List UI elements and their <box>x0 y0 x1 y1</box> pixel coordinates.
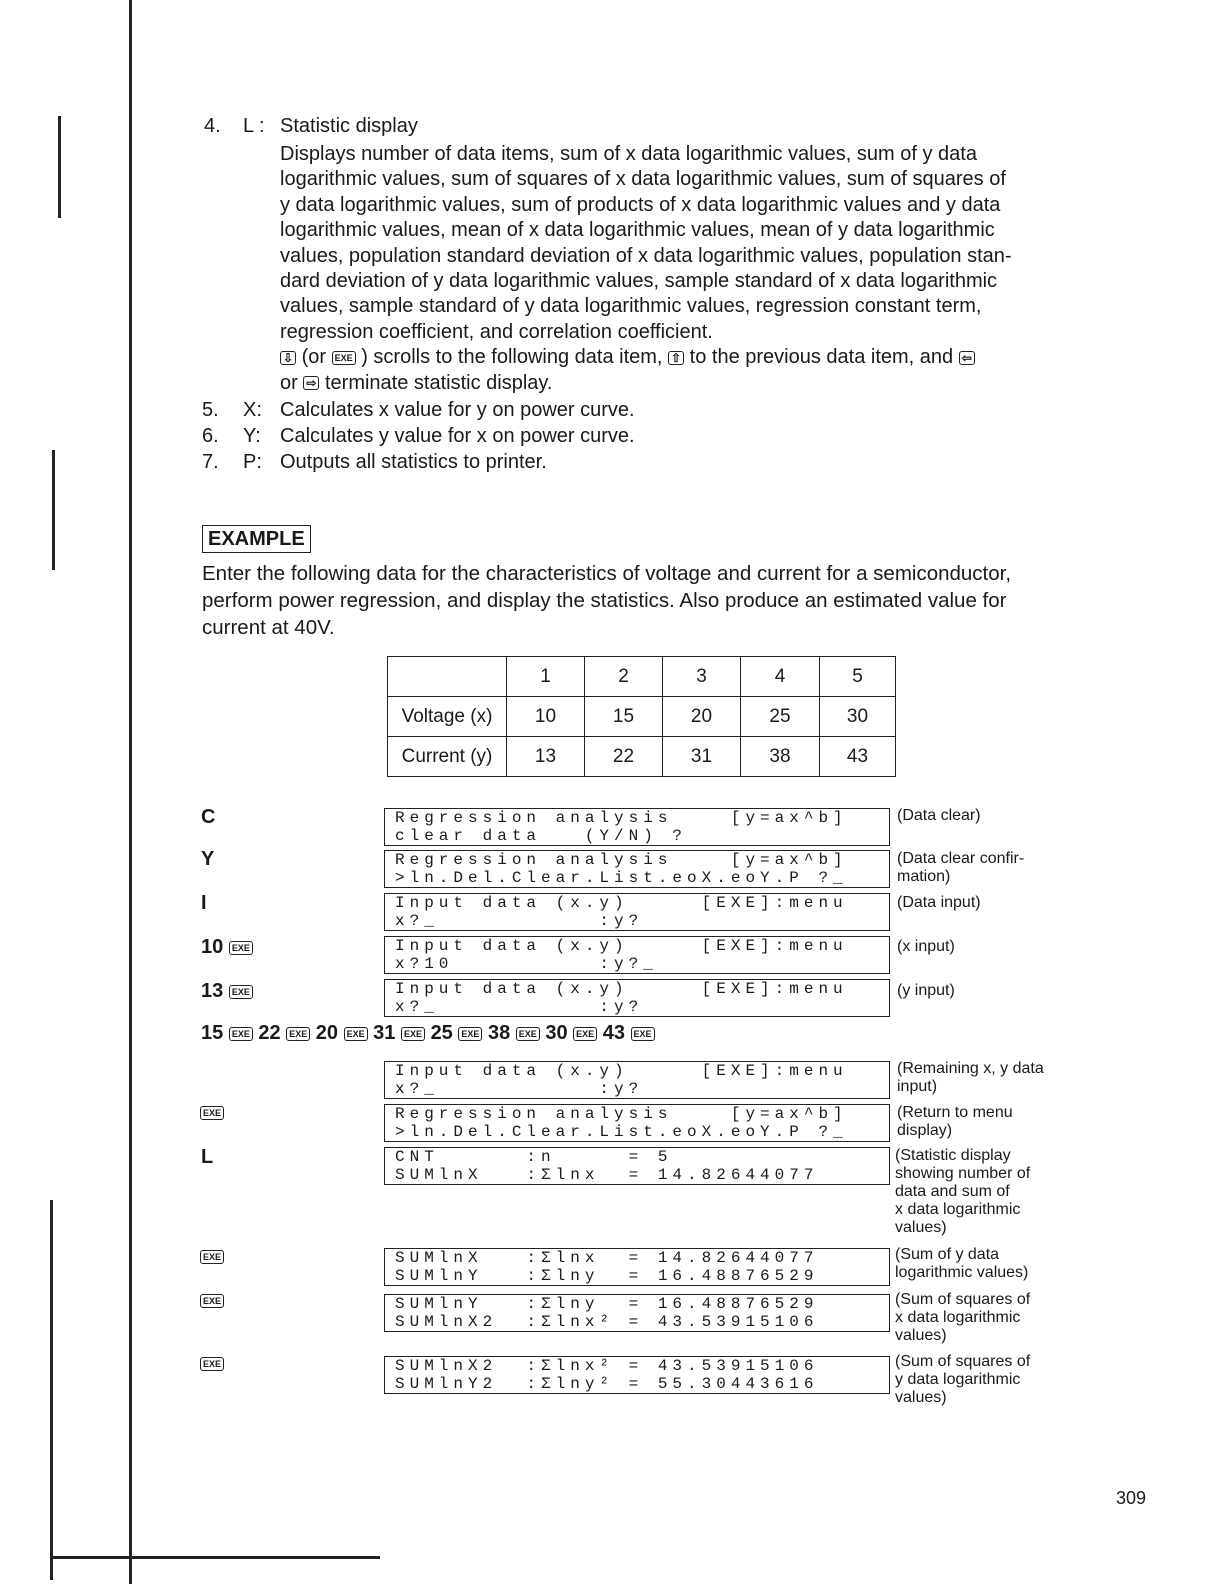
item-6-key: Y: <box>243 425 261 447</box>
exe-key-icon: EXE <box>344 1027 368 1041</box>
exe-key-icon: EXE <box>229 1027 253 1041</box>
exe-key-icon: EXE <box>200 1357 224 1371</box>
exe-key-icon: EXE <box>200 1294 224 1308</box>
binding-mark <box>52 450 55 570</box>
lcd-display: Input data (x.y) [EXE]:menu x?_ :y? <box>384 979 890 1017</box>
item-7-number: 7. <box>202 451 219 473</box>
binding-mark-2 <box>50 1200 53 1580</box>
desc-line: logarithmic values, sum of squares of x data logarithmic values, sum of squares of <box>280 168 1006 191</box>
binding-bracket <box>58 116 61 218</box>
step-key-exe <box>200 1292 224 1310</box>
exe-key-icon: EXE <box>229 941 253 955</box>
down-arrow-key-icon: ⇩ <box>280 351 296 365</box>
desc-line: values, sample standard of y data logarithmic values, regression constant term, <box>280 295 982 318</box>
item-4-number: 4. <box>204 115 221 137</box>
exe-key-icon: EXE <box>516 1027 540 1041</box>
left-arrow-key-icon: ⇦ <box>959 351 975 365</box>
step-note: (Sum of squares of x data logarithmic values) <box>895 1291 1031 1344</box>
step-key-exe <box>200 1355 224 1373</box>
step-note: (y input) <box>897 982 955 999</box>
step-key-y: Y <box>201 848 215 870</box>
lcd-display: SUMlnY :Σlny = 16.48876529 SUMlnX2 :Σlnx² = 43.53915106 <box>384 1294 890 1332</box>
step-note: (Sum of squares of y data logarithmic values) <box>895 1353 1031 1406</box>
table-row: Voltage (x) 10 15 20 25 30 <box>388 697 896 737</box>
desc-line: y data logarithmic values, sum of products of x data logarithmic values and y data <box>280 193 1001 216</box>
exe-key-icon: EXE <box>200 1250 224 1264</box>
item-5-key: X: <box>243 399 262 421</box>
item-7-key: P: <box>243 451 262 473</box>
step-note: (Sum of y data logarithmic values) <box>895 1246 1029 1281</box>
key-sequence: 15 EXE 22 EXE 20 EXE 31 EXE 25 EXE 38 EXE 30 EXE 43 EXE <box>201 1022 655 1045</box>
step-key-l: L <box>201 1146 214 1168</box>
table-header-row: 1 2 3 4 5 <box>388 657 896 697</box>
item-5-number: 5. <box>202 399 219 421</box>
lcd-display: SUMlnX2 :Σlnx² = 43.53915106 SUMlnY2 :Σlny² = 55.30443616 <box>384 1356 890 1394</box>
right-arrow-key-icon: ⇨ <box>303 376 319 390</box>
desc-line: dard deviation of y data logarithmic values, sample standard of x data logarithmic <box>280 270 998 293</box>
desc-line: logarithmic values, mean of x data logarithmic values, mean of y data logarithmic <box>280 219 995 242</box>
item-4-description <box>280 142 1090 396</box>
exe-key-icon: EXE <box>631 1027 655 1041</box>
step-note: (Statistic display showing number of data and sum of x data logarithmic values) <box>895 1147 1031 1236</box>
item-5-text: Calculates x value for y on power curve. <box>280 399 635 421</box>
page-number: 309 <box>1116 1488 1147 1508</box>
data-table <box>387 656 896 777</box>
exe-key-icon: EXE <box>332 351 356 365</box>
lcd-display: Regression analysis [y=ax^b] clear data (Y/N) ? <box>384 808 890 846</box>
lcd-display: SUMlnX :Σlnx = 14.82644077 SUMlnY :Σlny = 16.48876529 <box>384 1248 890 1286</box>
step-key-c: C <box>201 806 216 828</box>
desc-line: values, population standard deviation of x data logarithmic values, population stan- <box>280 244 1012 267</box>
lcd-display: Regression analysis [y=ax^b] >ln.Del.Clear.List.eoX.eoY.P ?_ <box>384 1104 890 1142</box>
exe-key-icon: EXE <box>229 985 253 999</box>
exe-key-icon: EXE <box>401 1027 425 1041</box>
item-7-text: Outputs all statistics to printer. <box>280 451 547 473</box>
item-4-key: L : <box>243 115 265 137</box>
exe-key-icon: EXE <box>458 1027 482 1041</box>
exe-key-icon: EXE <box>200 1106 224 1120</box>
exe-key-icon: EXE <box>573 1027 597 1041</box>
step-key-13: 13 EXE <box>201 980 253 1003</box>
lcd-display: Input data (x.y) [EXE]:menu x?10 :y?_ <box>384 936 890 974</box>
step-note: (Data clear) <box>897 807 981 824</box>
bottom-rule <box>50 1556 380 1559</box>
scroll-line-1: ⇩ (or EXE ) scrolls to the following data item, ⇧ to the previous data item, and ⇦ <box>280 345 1090 370</box>
desc-line: Displays number of data items, sum of x data logarithmic values, sum of y data <box>280 143 977 165</box>
lcd-display: Input data (x.y) [EXE]:menu x?_ :y? <box>384 893 890 931</box>
step-key-exe <box>200 1248 224 1266</box>
binding-line <box>129 0 132 1584</box>
item-6-text: Calculates y value for x on power curve. <box>280 425 635 447</box>
step-note: (Return to menu display) <box>897 1104 1013 1139</box>
step-key-i: I <box>201 892 207 914</box>
step-note: (Data clear confir- mation) <box>897 850 1025 885</box>
example-label: EXAMPLE <box>202 525 311 553</box>
lcd-display: Input data (x.y) [EXE]:menu x?_ :y? <box>384 1061 890 1099</box>
desc-line: regression coefficient, and correlation coefficient. <box>280 320 713 343</box>
step-note: (x input) <box>897 938 955 955</box>
example-text: Enter the following data for the characteristics of voltage and current for a semiconductor, perform power regression, and display the statistics. Also produce an estimated value for current at 40V. <box>202 562 1012 639</box>
exe-key-icon: EXE <box>286 1027 310 1041</box>
lcd-display: CNT :n = 5 SUMlnX :Σlnx = 14.82644077 <box>384 1147 890 1185</box>
item-6-number: 6. <box>202 425 219 447</box>
table-row: Current (y) 13 22 31 38 43 <box>388 737 896 777</box>
lcd-display: Regression analysis [y=ax^b] >ln.Del.Clear.List.eoX.eoY.P ?_ <box>384 850 890 888</box>
up-arrow-key-icon: ⇧ <box>668 351 684 365</box>
step-note: (Data input) <box>897 894 981 911</box>
step-note: (Remaining x, y data input) <box>897 1060 1044 1095</box>
step-key-exe <box>200 1104 224 1122</box>
scroll-line-2: or ⇨ terminate statistic display. <box>280 371 553 394</box>
step-key-10: 10 EXE <box>201 936 253 959</box>
item-4-title: Statistic display <box>280 115 418 137</box>
